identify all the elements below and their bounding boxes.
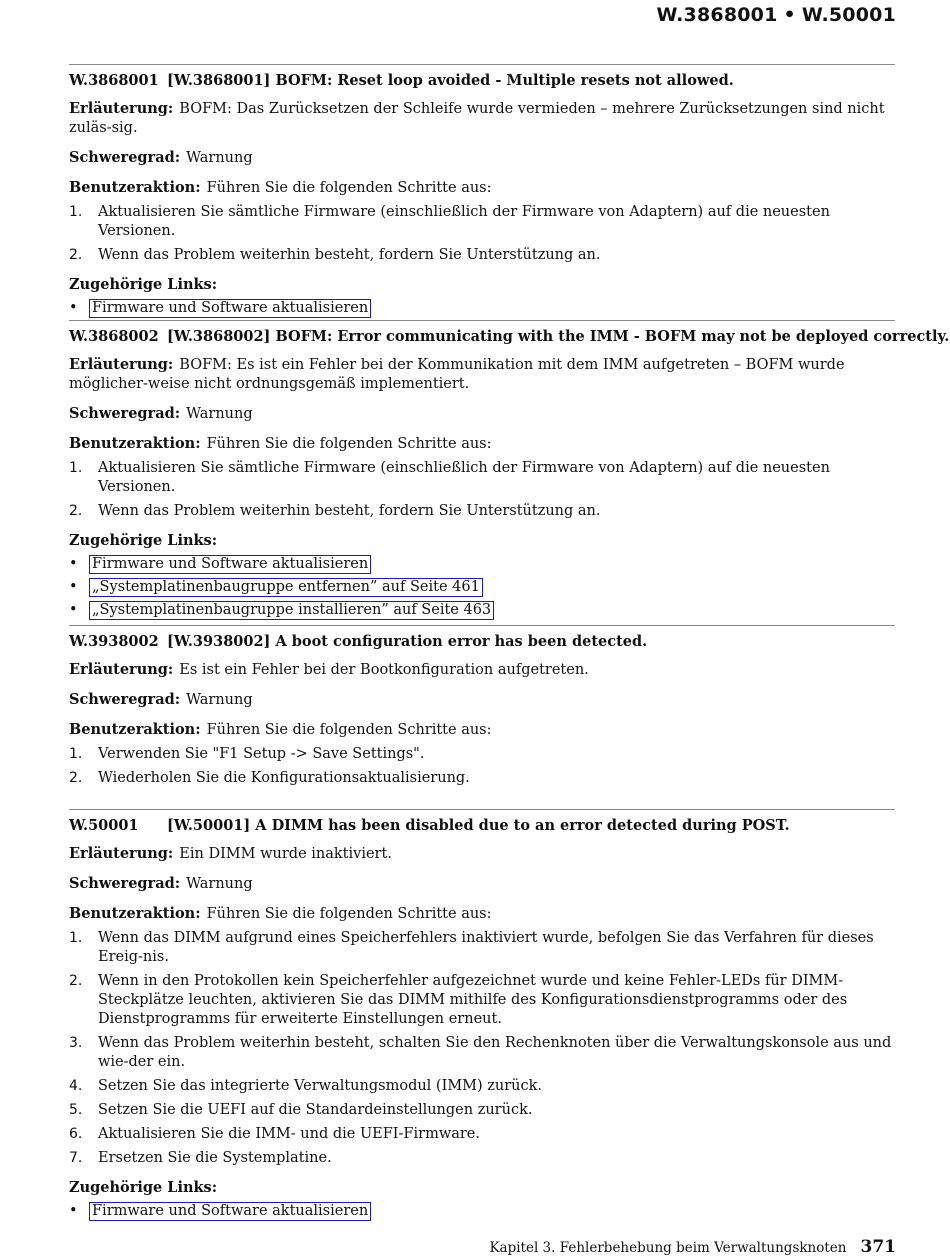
step-number: 1. <box>69 930 83 946</box>
header-right-code: W.50001 <box>801 4 896 26</box>
list-item <box>69 1149 895 1168</box>
explanation <box>69 99 895 138</box>
severity-value: Warnung <box>186 150 253 166</box>
step-number: 5. <box>69 1102 83 1118</box>
severity <box>69 148 895 168</box>
severity-value: Warnung <box>186 876 253 892</box>
entry-heading <box>69 632 895 651</box>
step-text: Wenn das Problem weiterhin besteht, schalten Sie den Rechenknoten über die Verwaltungskonsole aus und wie-der ein. <box>98 1035 892 1070</box>
step-number: 6. <box>69 1126 83 1142</box>
entry-title: [W.50001] A DIMM has been disabled due to an error detected during POST. <box>167 817 790 834</box>
step-text: Wiederholen Sie die Konfigurationsaktualisierung. <box>98 770 470 786</box>
user-action-text: Führen Sie die folgenden Schritte aus: <box>206 722 492 738</box>
entry-code: W.50001 <box>69 817 139 834</box>
step-text: Verwenden Sie "F1 Setup -> Save Settings". <box>98 746 425 762</box>
step-text: Setzen Sie die UEFI auf die Standardeinstellungen zurück. <box>98 1102 533 1118</box>
explanation-text: Es ist ein Fehler bei der Bootkonfiguration aufgetreten. <box>179 662 589 678</box>
list-item <box>69 578 895 597</box>
list-item <box>69 459 895 497</box>
explanation <box>69 355 895 394</box>
step-text: Aktualisieren Sie sämtliche Firmware (einschließlich der Firmware von Adaptern) auf die neuesten Versionen. <box>98 204 830 239</box>
user-action-label: Benutzeraktion: <box>69 905 201 922</box>
severity-label: Schweregrad: <box>69 691 181 708</box>
message-entry-w3868001 <box>69 64 895 322</box>
step-text: Aktualisieren Sie sämtliche Firmware (einschließlich der Firmware von Adaptern) auf die neuesten Versionen. <box>98 460 830 495</box>
message-entry-w3868002 <box>69 320 950 624</box>
entry-code: W.3868002 <box>69 328 159 345</box>
explanation-label: Erläuterung: <box>69 356 174 373</box>
user-action <box>69 178 895 198</box>
step-text: Wenn in den Protokollen kein Speicherfehler aufgezeichnet wurde und keine Fehler-LEDs für DIMM-Steckplätze leuchten, aktivieren Sie das DIMM mithilfe des Konfigurationsdienstprogramms oder des Dienstprogramms für erweiterte Einstellungen erneut. <box>98 973 848 1027</box>
explanation-label: Erläuterung: <box>69 845 174 862</box>
user-action-label: Benutzeraktion: <box>69 721 201 738</box>
list-item <box>69 972 895 1029</box>
list-item <box>69 745 895 764</box>
list-item <box>69 1202 895 1221</box>
explanation-text: BOFM: Das Zurücksetzen der Schleife wurde vermieden – mehrere Zurücksetzungen sind nicht zuläs-sig. <box>69 101 885 136</box>
related-links <box>69 299 895 318</box>
step-number: 4. <box>69 1078 83 1094</box>
step-text: Wenn das Problem weiterhin besteht, fordern Sie Unterstützung an. <box>98 503 601 519</box>
user-action <box>69 720 895 740</box>
step-number: 1. <box>69 204 83 220</box>
link-install-system-board[interactable]: „Systemplatinenbaugruppe installieren” auf Seite 463 <box>89 601 494 620</box>
user-action <box>69 434 895 454</box>
link-remove-system-board[interactable]: „Systemplatinenbaugruppe entfernen” auf Seite 461 <box>89 578 483 597</box>
severity <box>69 404 895 424</box>
related-links <box>69 1202 895 1221</box>
steps-list <box>69 929 895 1168</box>
explanation-label: Erläuterung: <box>69 661 174 678</box>
severity-value: Warnung <box>186 692 253 708</box>
severity-value: Warnung <box>186 406 253 422</box>
step-number: 1. <box>69 460 83 476</box>
list-item <box>69 929 895 967</box>
severity <box>69 690 895 710</box>
entry-title: [W.3868001] BOFM: Reset loop avoided - Multiple resets not allowed. <box>167 72 734 89</box>
user-action-label: Benutzeraktion: <box>69 435 201 452</box>
running-header <box>657 6 896 25</box>
step-number: 2. <box>69 247 83 263</box>
step-number: 1. <box>69 746 83 762</box>
step-text: Wenn das DIMM aufgrund eines Speicherfehlers inaktiviert wurde, befolgen Sie das Verfahren für dieses Ereig-nis. <box>98 930 874 965</box>
list-item <box>69 1034 895 1072</box>
explanation <box>69 660 895 680</box>
bullet-icon: • <box>69 1203 78 1219</box>
explanation <box>69 844 895 864</box>
severity-label: Schweregrad: <box>69 149 181 166</box>
bullet-icon: • <box>69 300 78 316</box>
related-links-label: Zugehörige Links: <box>69 1179 218 1196</box>
link-firmware-update[interactable]: Firmware und Software aktualisieren <box>89 1202 371 1221</box>
step-text: Ersetzen Sie die Systemplatine. <box>98 1150 332 1166</box>
steps-list <box>69 459 895 521</box>
related-links-label: Zugehörige Links: <box>69 532 218 549</box>
list-item <box>69 1077 895 1096</box>
step-text: Setzen Sie das integrierte Verwaltungsmodul (IMM) zurück. <box>98 1078 543 1094</box>
severity-label: Schweregrad: <box>69 875 181 892</box>
step-number: 2. <box>69 503 83 519</box>
user-action-text: Führen Sie die folgenden Schritte aus: <box>206 180 492 196</box>
user-action-text: Führen Sie die folgenden Schritte aus: <box>206 436 492 452</box>
entry-heading <box>69 71 895 90</box>
list-item <box>69 203 895 241</box>
step-number: 2. <box>69 973 83 989</box>
entry-title: [W.3938002] A boot configuration error has been detected. <box>167 633 648 650</box>
user-action-label: Benutzeraktion: <box>69 179 201 196</box>
list-item <box>69 769 895 788</box>
step-number: 3. <box>69 1035 83 1051</box>
entry-code: W.3868001 <box>69 72 159 89</box>
explanation-label: Erläuterung: <box>69 100 174 117</box>
user-action <box>69 904 895 924</box>
message-entry-w3938002 <box>69 625 895 798</box>
list-item <box>69 1101 895 1120</box>
page-number: 371 <box>860 1237 896 1257</box>
step-text: Aktualisieren Sie die IMM- und die UEFI-Firmware. <box>98 1126 480 1142</box>
header-left-code: W.3868001 <box>656 4 778 26</box>
user-action-text: Führen Sie die folgenden Schritte aus: <box>206 906 492 922</box>
bullet-icon: • <box>69 602 78 618</box>
list-item <box>69 502 895 521</box>
related-links-label: Zugehörige Links: <box>69 276 218 293</box>
entry-title: [W.3868002] BOFM: Error communicating with the IMM - BOFM may not be deployed correctly. <box>167 328 950 345</box>
list-item <box>69 601 895 620</box>
page-footer <box>489 1238 896 1258</box>
steps-list <box>69 203 895 265</box>
list-item <box>69 299 895 318</box>
bullet-icon: • <box>69 556 78 572</box>
link-firmware-update[interactable]: Firmware und Software aktualisieren <box>89 555 371 574</box>
explanation-text: BOFM: Es ist ein Fehler bei der Kommunikation mit dem IMM aufgetreten – BOFM wurde möglicher-weise nicht ordnungsgemäß implementiert. <box>69 357 845 392</box>
entry-code: W.3938002 <box>69 633 159 650</box>
link-firmware-update[interactable]: Firmware und Software aktualisieren <box>89 299 371 318</box>
step-number: 2. <box>69 770 83 786</box>
list-item <box>69 1125 895 1144</box>
entry-heading <box>69 816 895 835</box>
steps-list <box>69 745 895 788</box>
footer-chapter: Kapitel 3. Fehlerbehebung beim Verwaltungsknoten <box>489 1240 847 1256</box>
explanation-text: Ein DIMM wurde inaktiviert. <box>179 846 392 862</box>
step-number: 7. <box>69 1150 83 1166</box>
message-entry-w50001 <box>69 809 895 1225</box>
list-item <box>69 246 895 265</box>
related-links <box>69 555 895 620</box>
bullet-icon: • <box>69 579 78 595</box>
entry-heading <box>69 327 950 346</box>
step-text: Wenn das Problem weiterhin besteht, fordern Sie Unterstützung an. <box>98 247 601 263</box>
header-separator: • <box>783 4 796 26</box>
severity <box>69 874 895 894</box>
severity-label: Schweregrad: <box>69 405 181 422</box>
list-item <box>69 555 895 574</box>
